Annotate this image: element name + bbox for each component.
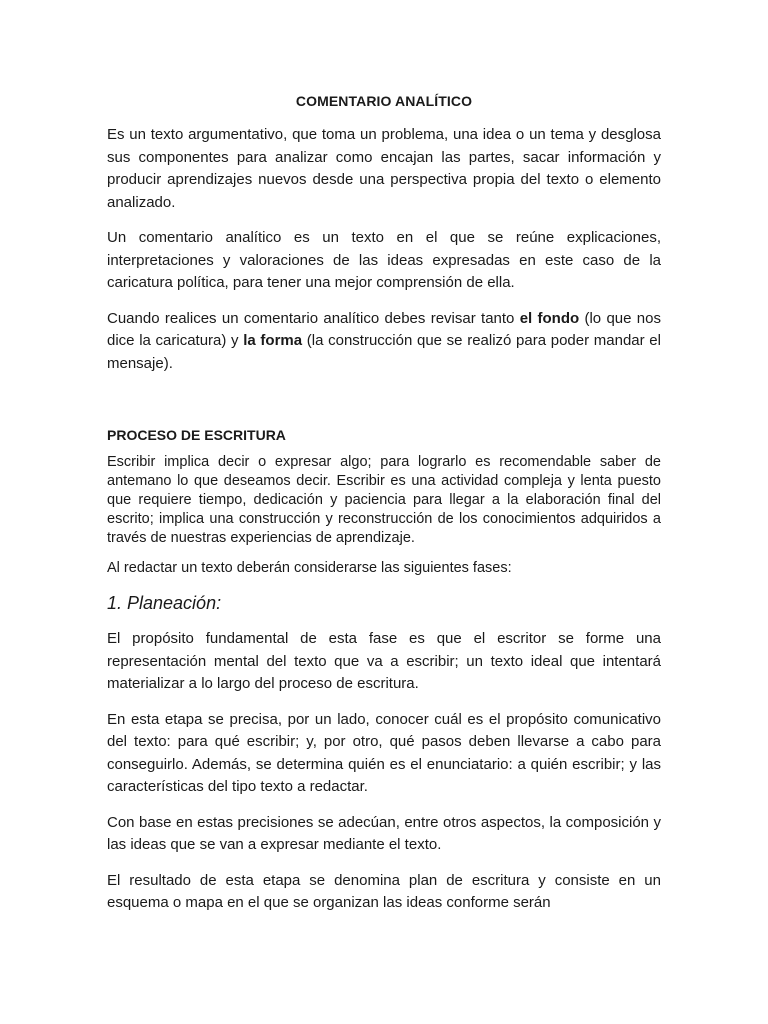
- section-heading: PROCESO DE ESCRITURA: [107, 427, 286, 443]
- intro-p3-part-b: (lo que nos dice la caricatura) y: [107, 309, 661, 349]
- intro-p3-part-a: Cuando realices un comentario analítico debes revisar tanto: [107, 309, 520, 327]
- section-paragraph-1: Escribir implica decir o expresar algo; para lograrlo es recomendable saber de antemano lo que deseamos decir. Escribir es una actividad compleja y lenta puesto que requiere tiempo, dedicación y paciencia para llegar a la elaboración final del escrito; implica una construcción y reconstrucción de los conocimientos adquiridos a través de nuestras experiencias de aprendizaje.: [107, 454, 661, 546]
- phase-paragraph-4: El resultado de esta etapa se denomina plan de escritura y consiste en un esquema o mapa en el que se organizan las ideas conforme serán: [107, 871, 661, 911]
- phase-paragraph-1: El propósito fundamental de esta fase es que el escritor se forme una representación mental del texto que va a escribir; un texto ideal que intentará materializar a lo largo del proceso de escritura.: [107, 630, 661, 692]
- intro-p3-part-c: (la construcción que se realizó para poder mandar el mensaje).: [107, 332, 661, 372]
- document-title: COMENTARIO ANALÍTICO: [295, 93, 473, 109]
- phase-paragraph-3: Con base en estas precisiones se adecúan, entre otros aspectos, la composición y las ideas que se van a expresar mediante el texto.: [107, 813, 661, 853]
- intro-paragraph-1: Es un texto argumentativo, que toma un problema, una idea o un tema y desglosa sus componentes para analizar como encajan las partes, sacar información y producir aprendizajes nuevos desde una perspectiva propia del texto o elemento analizado.: [107, 126, 661, 211]
- bold-fondo: el fondo: [519, 309, 580, 327]
- intro-paragraph-3: [107, 308, 661, 376]
- bold-forma: la forma: [243, 332, 303, 349]
- section-paragraph-2: Al redactar un texto deberán considerarse las siguientes fases:: [107, 560, 512, 576]
- phase-paragraph-2: En esta etapa se precisa, por un lado, conocer cuál es el propósito comunicativo del texto: para qué escribir; y, por otro, qué pasos deben llevarse a cabo para conseguirlo. Además, se determina quién es el enunciatario: a quién escribir; y las características del tipo texto a redactar.: [107, 710, 661, 795]
- intro-paragraph-2: Un comentario analítico es un texto en el que se reúne explicaciones, interpretaciones y valoraciones de las ideas expresadas en este caso de la caricatura política, para tener una mejor comprensión de ella.: [107, 229, 661, 291]
- phase-heading: 1. Planeación:: [107, 593, 222, 613]
